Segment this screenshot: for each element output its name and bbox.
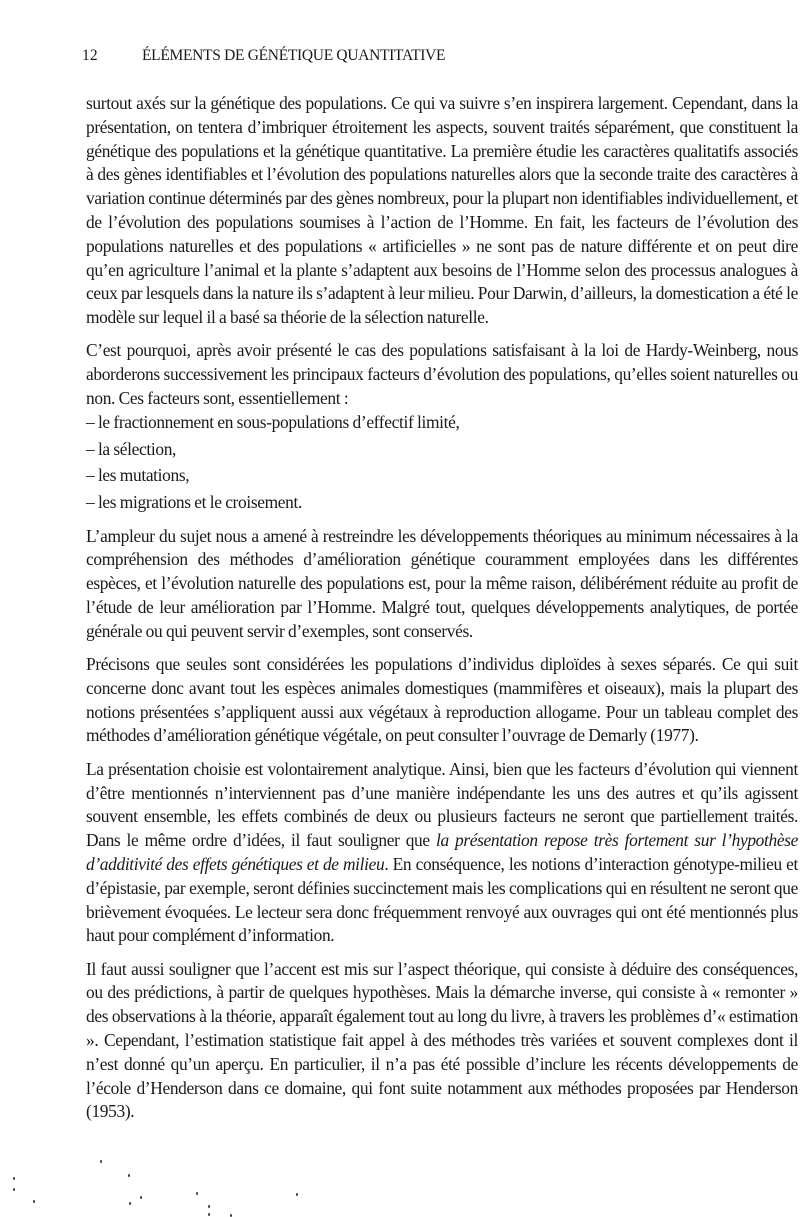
list-item: – les mutations, [86, 465, 190, 486]
scan-speck [296, 1193, 298, 1196]
scan-speck [13, 1177, 15, 1180]
paragraph-scope: L’ampleur du sujet nous a amené à restreindre les développements théoriques au minimum nécessaires à la compréhension des méthodes d’amélioration génétique couramment employées dans les différentes espèces, et l’évolution naturelle des populations est, pour la même raison, délibérément réduite au profit de l’étude de leur amélioration par l’Homme. Malgré tout, quelques développements analytiques, de portée générale ou qui peuvent servir d’exemples, sont conservés. [86, 525, 798, 641]
list-item: – le fractionnement en sous-populations d’effectif limité, [86, 411, 460, 432]
scan-speck [128, 1174, 130, 1177]
paragraph-presentation [86, 758, 798, 948]
list-item: – les migrations et le croisement. [86, 492, 302, 513]
list-item: – la sélection, [86, 438, 177, 459]
scan-speck [196, 1192, 198, 1195]
paragraph-populations-considered: Précisons que seules sont considérées les populations d’individus diploïdes à sexes séparés. Ce qui suit concerne donc avant tout les espèces animales domestiques (mammifères et oiseaux), mais la plupart des notions présentées s’appliquent aussi aux végétaux à reproduction allogame. Pour un tableau complet des méthodes d’amélioration génétique végétale, on peut consulter l’ouvrage de Demarly (1977). [86, 654, 798, 746]
scan-speck [13, 1188, 15, 1191]
paragraph-evolution-factors-intro: C’est pourquoi, après avoir présenté le cas des populations satisfaisant à la loi de Hardy-Weinberg, nous aborderons successivement les principaux facteurs d’évolution des populations, qu’elles soient naturelles ou non. Ces facteurs sont, essentiellement : [86, 340, 798, 409]
presentation-text-end: . En conséquence, les notions d’interaction génotype-milieu et d’épistasie, par exemple, seront définies succinctement mais les complications qui en résultent ne seront que brièvement évoquées. Le lecteur sera donc fréquemment renvoyé aux ouvrages qui ont été mentionnés plus haut pour complément d’information. [86, 853, 798, 946]
evolution-factors-list [86, 411, 798, 515]
page-number: 12 [82, 47, 98, 64]
scan-speck [208, 1213, 210, 1216]
running-head [82, 47, 445, 65]
paragraph-estimation: Il faut aussi souligner que l’accent est mis sur l’aspect théorique, qui consiste à déduire des conséquences, ou des prédictions, à partir de quelques hypothèses. Mais la démarche inverse, qui consiste à « remonter » des observations à la théorie, apparaît également tout au long du livre, à travers les problèmes d’« estimation ». Cependant, l’estimation statistique fait appel à des méthodes très variées et souvent complexes dont il n’est donné qu’un aperçu. En particulier, il n’a pas été possible d’inclure les récents développements de l’école d’Henderson dans ce domaine, qui font suite notamment aux méthodes proposées par Henderson (1953). [86, 958, 798, 1122]
scan-speck [100, 1160, 102, 1163]
running-title: ÉLÉMENTS DE GÉNÉTIQUE QUANTITATIVE [142, 47, 446, 64]
scan-speck [208, 1205, 210, 1208]
presentation-text-start: La présentation choisie est volontairement analytique. Ainsi, bien que les facteurs d’évolution qui viennent d’être mentionnés n’interviennent pas d’une manière indépendante les uns des autres et qu’ils agissent souvent ensemble, les effets combinés de deux ou plusieurs facteurs ne seront que partiellement traités. Dans le même ordre d’idées, il faut souligner que [86, 758, 798, 851]
paragraph-continuation: surtout axés sur la génétique des populations. Ce qui va suivre s’en inspirera largement. Cependant, dans la présentation, on tentera d’imbriquer étroitement les aspects, souvent traités séparément, que constituent la génétique des populations et la génétique quantitative. La première étudie les caractères qualitatifs associés à des gènes identifiables et l’évolution des populations naturelles alors que la seconde traite des caractères à variation continue déterminés par des gènes nombreux, pour la plupart non identifiables individuellement, et de l’évolution des populations soumises à l’action de l’Homme. En fait, les facteurs de l’évolution des populations naturelles et des populations « artificielles » ne sont pas de nature différente et on peut dire qu’en agriculture l’animal et la plante s’adaptent aux besoins de l’Homme selon des processus analogues à ceux par lesquels dans la nature ils s’adaptent à leur milieu. Pour Darwin, d’ailleurs, la domestication a été le modèle sur lequel il a basé sa théorie de la sélection naturelle. [86, 93, 798, 328]
scan-speck [33, 1200, 35, 1203]
scan-speck [140, 1196, 142, 1199]
page-body [86, 92, 798, 1134]
emphasized-hypothesis: la présentation repose très fortement sur l’hypothèse d’additivité des effets génétiques et de milieu [86, 830, 798, 874]
scan-speck [129, 1202, 131, 1205]
